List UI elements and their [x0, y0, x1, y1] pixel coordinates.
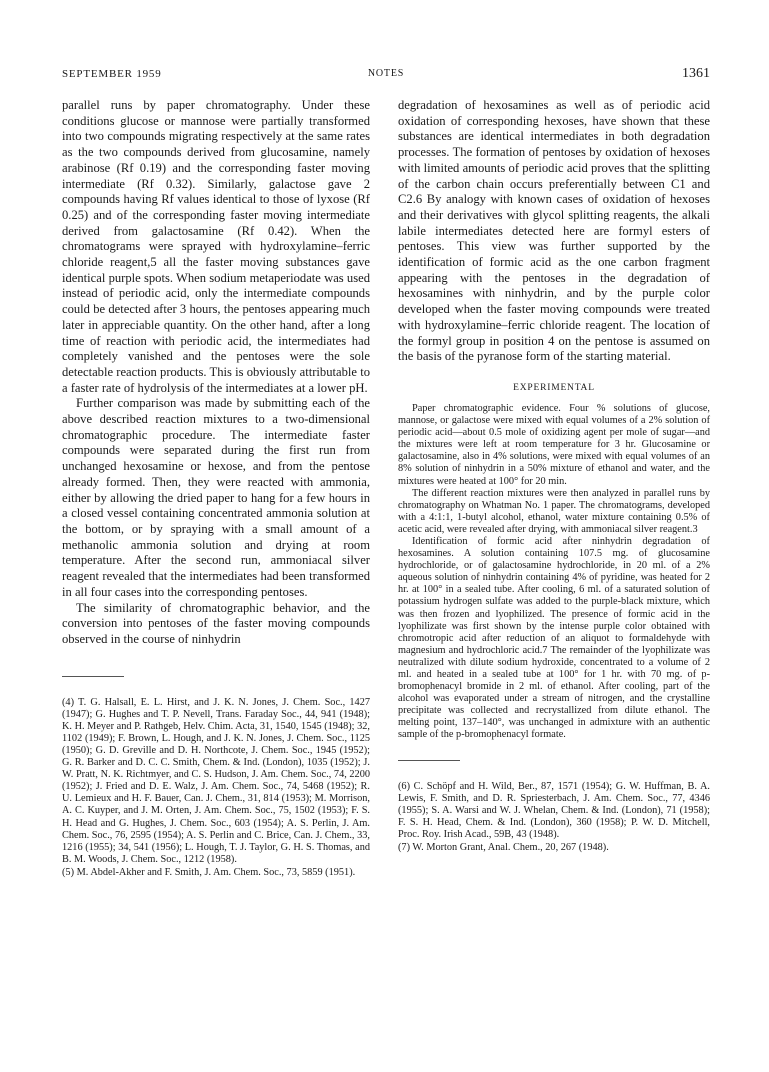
- page-number: 1361: [682, 66, 710, 81]
- body-paragraph: The similarity of chromatographic behavior, and the conversion into pentoses of the faster moving compounds observed in the course of ninhydrin: [62, 600, 370, 646]
- header-date: SEPTEMBER 1959: [62, 68, 162, 80]
- right-body-text: [398, 98, 710, 365]
- experimental-paragraph: Identification of formic acid after ninhydrin degradation of hexosamines. A solution containing 107.5 mg. of glucosamine hydrochloride, or of galactosamine hydrochloride, in 20 ml. of a 2% aqueous solution of ninhydrin containing 4% of pyridine, was heated for 2 hr. at 100° in a sealed tube. After cooling, 6 ml. of a saturated solution of potassium hydrogen sulfate was added to the purple-black mixture, which was then frozen and lyophilized. The presence of formic acid in the lyophilizate was first shown by the intense purple color obtained with chromotropic acid after reduction of an aliquot to formaldehyde with magnesium and hydrochloric acid.7 The remainder of the lyophilizate was neutralized with dilute sodium hydroxide, concentrated to a volume of 2 ml. and heated in a sealed tube at 100° for 1 hr. with 70 mg. of p-bromophenacyl bromide in 2 ml. of ethanol. After cooling, part of the alcohol was evaporated under a stream of nitrogen, and the crystalline precipitate was collected and recrystallized from dilute ethanol. The melting point, 137–140°, was unchanged in admixture with an authentic sample of the p-bromophenacyl formate.: [398, 535, 710, 741]
- body-paragraph: parallel runs by paper chromatography. Under these conditions glucose or mannose were partially transformed into two compounds migrating respectively at the same rates as the two compounds derived from glucosamine, namely arabinose (Rf 0.19) and the corresponding faster moving intermediate (Rf 0.32). Similarly, galactose gave 2 compounds having Rf values identical to those of lyxose (Rf 0.25) and of the corresponding faster moving intermediate derived from galactosamine (Rf 0.42). When the chromatograms were sprayed with hydroxylamine–ferric chloride reagent,5 all the faster moving substances gave identical purple spots. When sodium metaperiodate was used instead of periodic acid, only the intermediate compounds could be detected after 3 hours, the pentoses appearing much later in appreciable quantity. On the other hand, after a long time of reaction with periodic acid, the intermediates had completely vanished and the pentoses were the sole detectable reaction products. This is obviously attributable to a faster rate of hydrolysis of the intermediates at a lower pH.: [62, 98, 370, 395]
- reference-item: (7) W. Morton Grant, Anal. Chem., 20, 267 (1948).: [398, 842, 609, 854]
- left-references: [62, 697, 370, 879]
- body-paragraph: Further comparison was made by submitting each of the above described reaction mixtures to a two-dimensional chromatographic procedure. The intermediate faster compounds were separated during the first run from unchanged hexosamine or hexose, and from the pentose already formed. Then, they were reacted with ammonia, either by allowing the dried paper to hang for a few hours in a closed vessel containing concentrated ammonia solution at the bottom, or by spraying with a small amount of a methanolic ammonia solution and drying at room temperature. After the second run, ammoniacal silver reagent revealed that the intermediates had been transformed in all four cases into the corresponding pentoses.: [62, 396, 370, 599]
- reference-item: (4) T. G. Halsall, E. L. Hirst, and J. K. N. Jones, J. Chem. Soc., 1427 (1947); G. Hughes and T. P. Nevell, Trans. Faraday Soc., 44, 941 (1948); K. H. Meyer and P. Rathgeb, Helv. Chim. Acta, 31, 1540, 1545 (1948); 32, 1102 (1949); F. Brown, L. Hough, and J. K. N. Jones, J. Chem. Soc., 1125 (1950); G. D. Greville and D. H. Northcote, J. Chem. Soc., 1945 (1952); G. R. Barker and D. C. C. Smith, Chem. & Ind. (London), 1035 (1952); J. W. Pratt, N. K. Richtmyer, and C. S. Hudson, J. Am. Chem. Soc., 74, 2200 (1952); J. Fried and D. E. Walz, J. Am. Chem. Soc., 74, 5468 (1952); R. U. Lemieux and H. F. Bauer, Can. J. Chem., 31, 814 (1953); M. Morrison, A. C. Kuyper, and J. M. Orten, J. Am. Chem. Soc., 75, 1502 (1953); F. S. H. Head and G. Hughes, J. Chem. Soc., 603 (1954); A. S. Perlin, J. Am. Chem. Soc., 76, 2595 (1954); A. S. Perlin and C. Brice, Can. J. Chem., 33, 1216 (1955); 34, 541 (1956); L. Hough, T. J. Taylor, G. H. S. Thomas, and B. M. Woods, J. Chem. Soc., 1212 (1958).: [62, 696, 370, 865]
- footnote-divider: [62, 676, 124, 677]
- footnote-divider: [398, 760, 460, 761]
- body-paragraph: degradation of hexosamines as well as of periodic acid oxidation of corresponding hexoses, have shown that these substances are identical intermediates in both degradation processes. The formation of pentoses by oxidation of hexoses with limited amounts of periodic acid proves that the splitting of the carbon chain occurs preferentially between C1 and C2.6 By analogy with known cases of oxidation of hexoses and their derivatives with glycol splitting reagents, the alkali labile intermediates detected here are formyl esters of pentoses. This view was further supported by the identification of formic acid as the one carbon fragment appearing with the pentoses in the degradation of hexosamines with ninhydrin, and by the purple color developed when the faster moving compounds were treated with hydroxylamine–ferric chloride reagent. The location of the formyl group in position 4 on the pentose is assumed on the basis of the pyranose form of the starting material.: [398, 98, 710, 364]
- experimental-section: [398, 403, 710, 742]
- experimental-paragraph: The different reaction mixtures were then analyzed in parallel runs by chromatography on Whatman No. 1 paper. The chromatograms, developed with a 4:1:1, 1-butyl alcohol, ethanol, water mixture containing 0.5% of acetic acid, were revealed after drying, with ammoniacal silver reagent.3: [398, 487, 710, 535]
- reference-item: (6) C. Schöpf and H. Wild, Ber., 87, 1571 (1954); G. W. Huffman, B. A. Lewis, F. Smith, and D. R. Spriesterbach, J. Am. Chem. Soc., 77, 4346 (1955); S. A. Warsi and W. J. Whelan, Chem. & Ind. (London), 71 (1958); F. S. H. Head, Chem. & Ind. (London), 360 (1958); P. W. D. Mitchell, Proc. Roy. Irish Acad., 59B, 43 (1948).: [398, 780, 710, 840]
- right-column: [398, 98, 710, 854]
- left-column: [62, 98, 370, 879]
- section-heading-experimental: EXPERIMENTAL: [513, 382, 595, 393]
- reference-item: (5) M. Abdel-Akher and F. Smith, J. Am. Chem. Soc., 73, 5859 (1951).: [62, 866, 356, 878]
- running-head: [62, 68, 710, 86]
- left-body-text: [62, 98, 370, 648]
- experimental-paragraph: Paper chromatographic evidence. Four % solutions of glucose, mannose, or galactose were mixed with equal volumes of a 2% solution of periodic acid—about 0.5 mole of oxidizing agent per mole of sugar—and the mixtures were left at room temperature for 3 hr. Glucosamine or galactosamine, also in 4% solutions, were mixed with equal volumes of an 8% solution of ninhydrin in a 50% mixture of ethanol and water, and the mixtures were heated at 100° for 20 min.: [398, 402, 710, 487]
- header-section: NOTES: [367, 68, 405, 79]
- right-references: [398, 781, 710, 855]
